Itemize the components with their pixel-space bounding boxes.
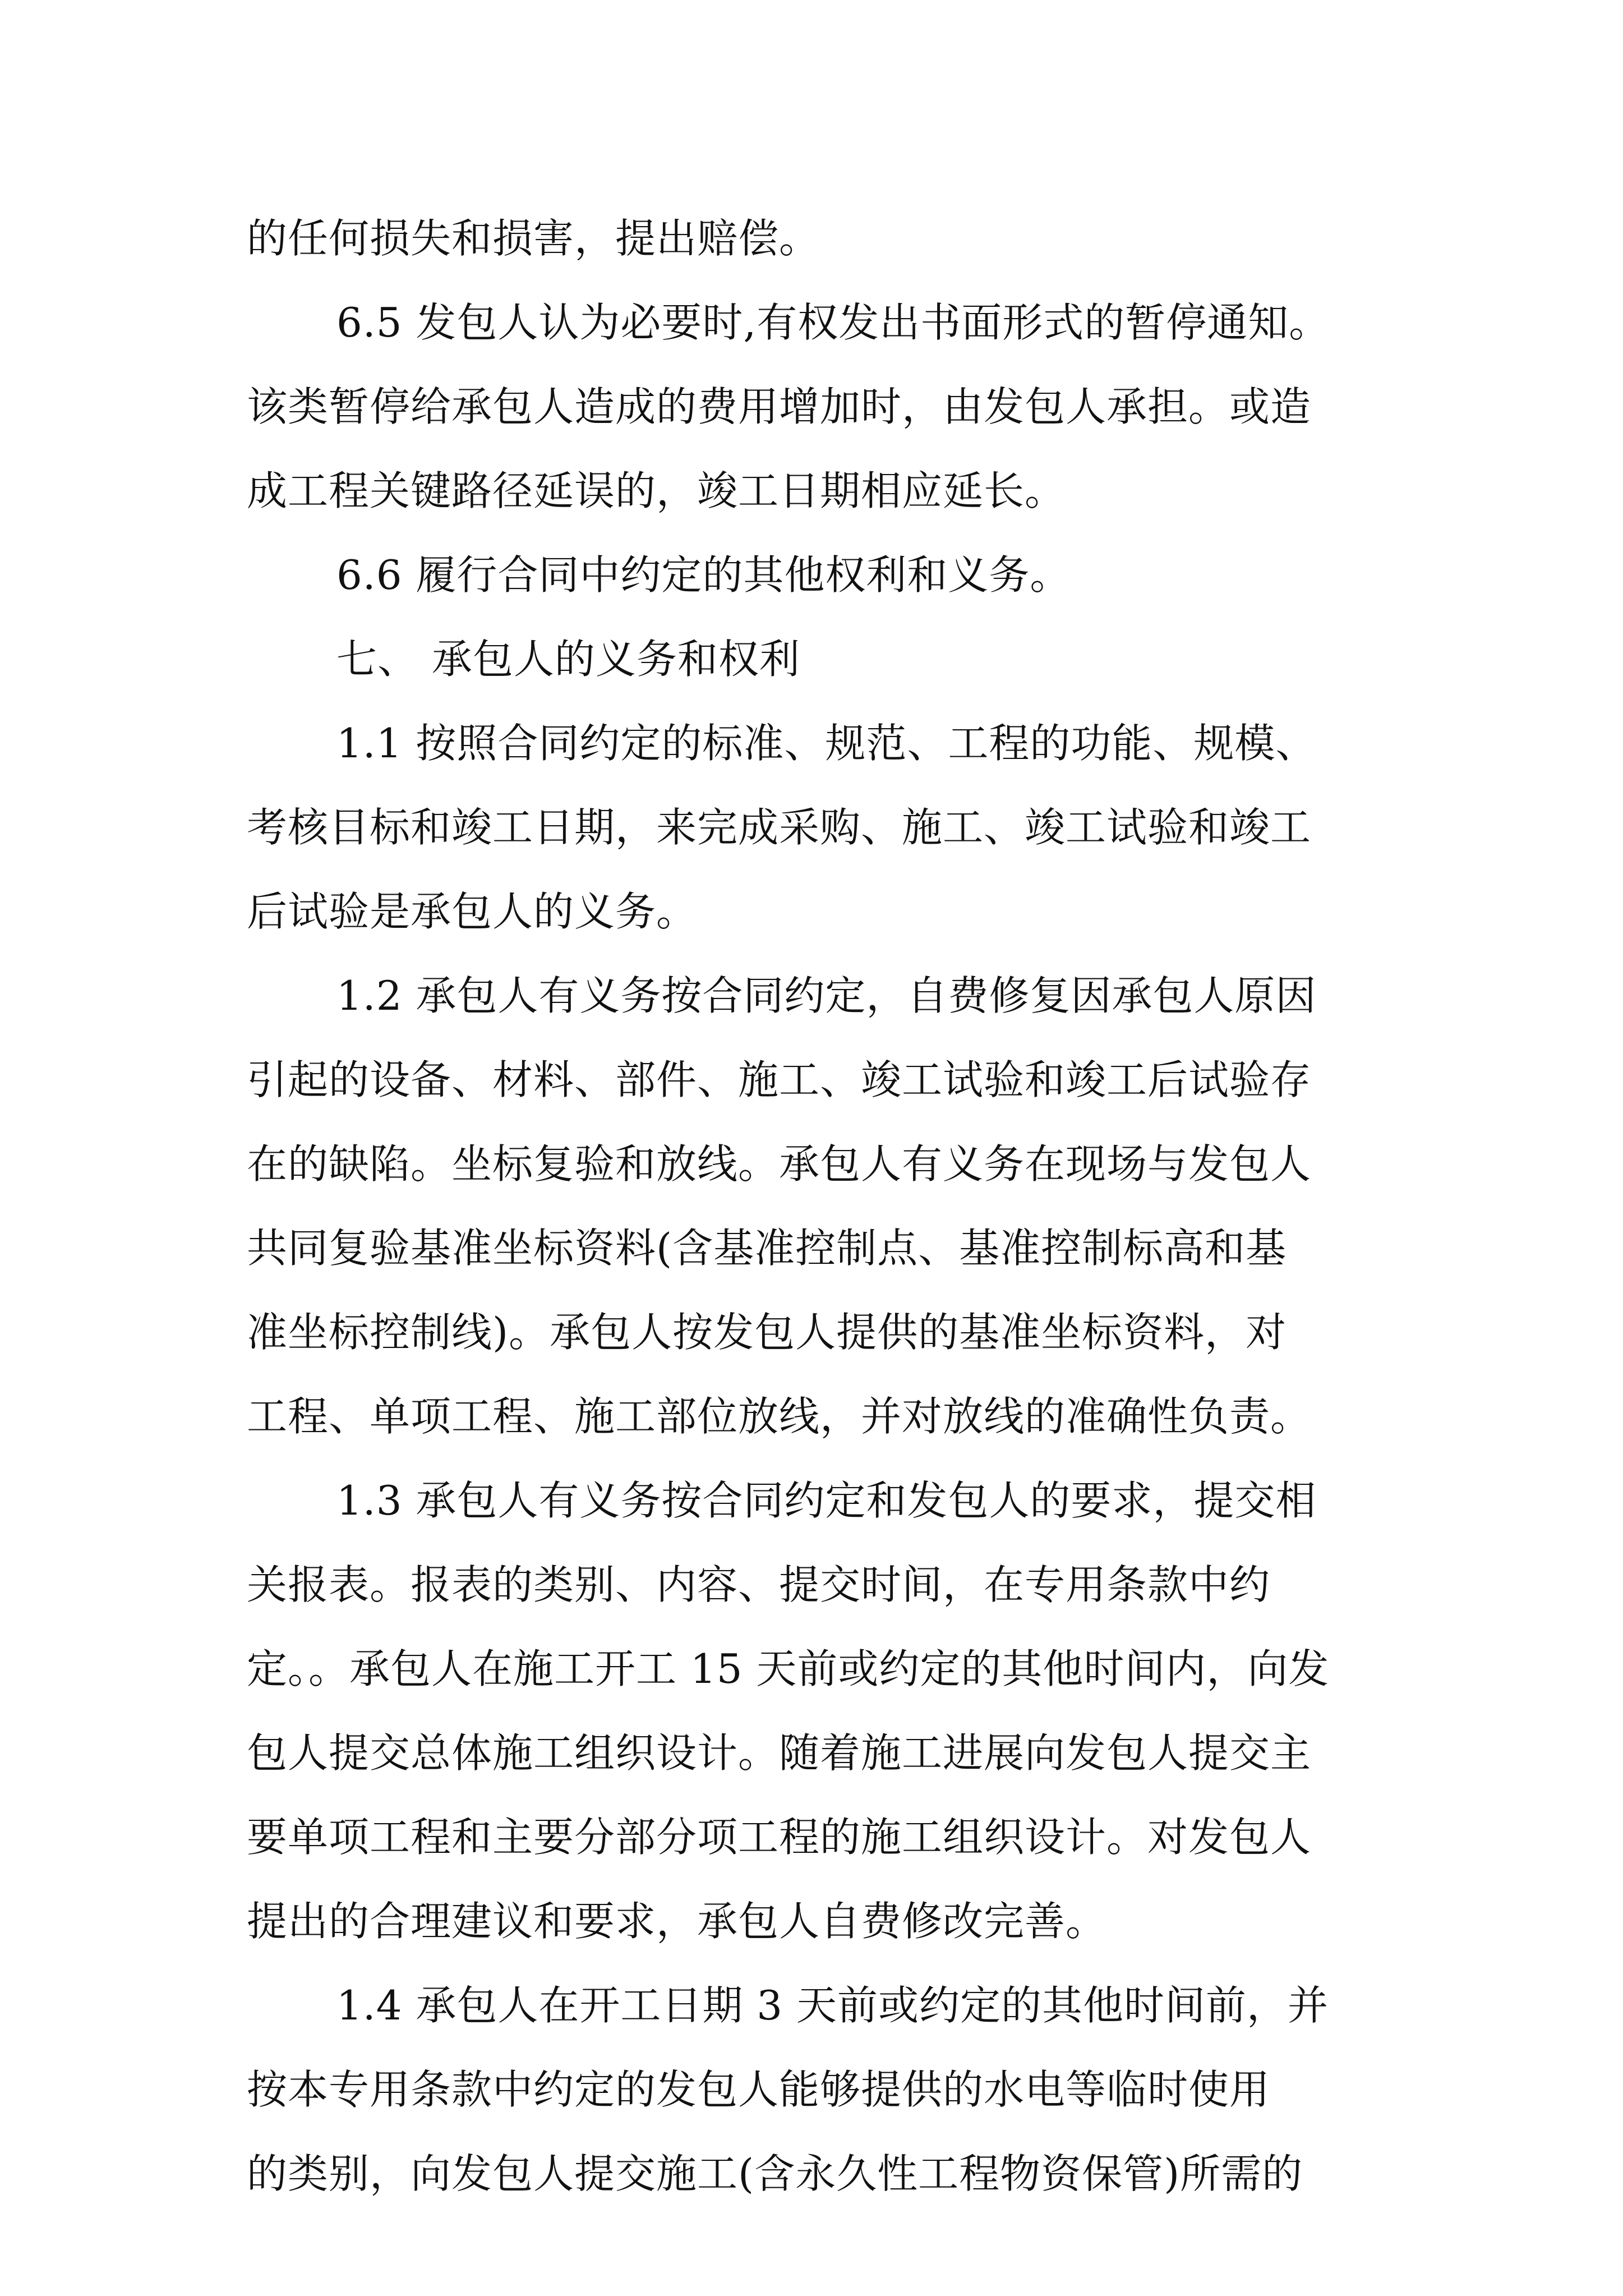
section-heading: 七、 承包人的义务和权利 [336,636,800,683]
text-line: 要单项工程和主要分部分项工程的施工组织设计。对发包人 [247,1814,1312,1861]
text-line: 的类别，向发包人提交施工(含永久性工程物资保管)所需的 [247,2150,1303,2197]
text-line: 准坐标控制线)。承包人按发包人提供的基准坐标资料，对 [247,1309,1287,1356]
clause-6-6: 6.6 履行合同中约定的其他权利和义务。 [336,551,1071,599]
text-line: 后试验是承包人的义务。 [247,888,698,935]
text-line: 引起的设备、材料、部件、施工、竣工试验和竣工后试验存 [247,1056,1312,1103]
text-line: 该类暂停给承包人造成的费用增加时，由发包人承担。或造 [247,383,1312,430]
clause-1-4: 1.4 承包人在开工日期 3 天前或约定的其他时间前，并 [336,1982,1329,2029]
text-line: 的任何损失和损害，提出赔偿。 [247,215,820,262]
text-line: 考核目标和竣工日期，来完成采购、施工、竣工试验和竣工 [247,804,1312,851]
text-line: 关报表。报表的类别、内容、提交时间，在专用条款中约 [247,1561,1271,1608]
text-line: 在的缺陷。坐标复验和放线。承包人有义务在现场与发包人 [247,1140,1312,1188]
clause-1-3: 1.3 承包人有义务按合同约定和发包人的要求，提交相 [336,1477,1317,1524]
text-line: 按本专用条款中约定的发包人能够提供的水电等临时使用 [247,2066,1271,2113]
text-line: 包人提交总体施工组织设计。随着施工进展向发包人提交主 [247,1729,1312,1777]
text-line: 成工程关键路径延误的，竣工日期相应延长。 [247,467,1066,514]
text-line: 共同复验基准坐标资料(含基准控制点、基准控制标高和基 [247,1225,1287,1272]
text-line: 提出的合理建议和要求，承包人自费修改完善。 [247,1898,1107,1945]
text-line: 定。。承包人在施工开工 15 天前或约定的其他时间内，向发 [247,1645,1330,1692]
clause-6-5: 6.5 发包人认为必要时,有权发出书面形式的暂停通知。 [336,299,1330,346]
clause-1-1: 1.1 按照合同约定的标准、规范、工程的功能、规模、 [336,720,1317,767]
document-body [247,196,1436,2216]
text-line: 工程、单项工程、施工部位放线，并对放线的准确性负责。 [247,1393,1312,1440]
clause-1-2: 1.2 承包人有义务按合同约定，自费修复因承包人原因 [336,972,1317,1019]
